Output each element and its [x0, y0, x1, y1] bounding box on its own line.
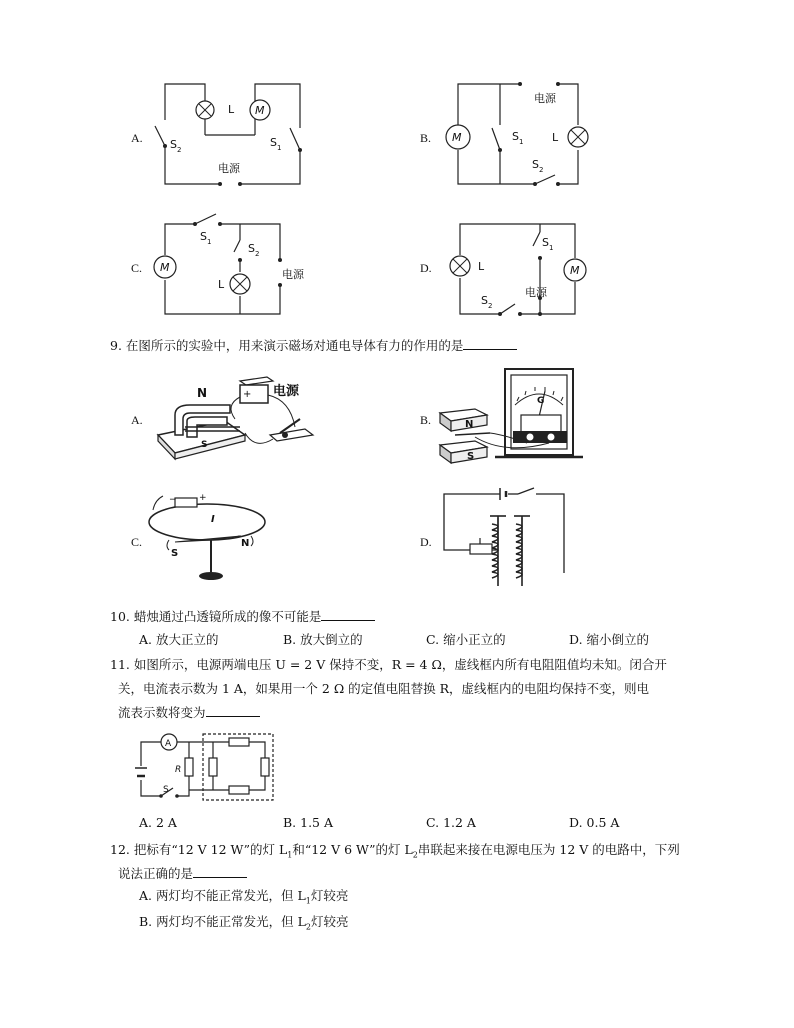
q9-d-battery-icon [500, 488, 506, 500]
q9-c-i-label: I [211, 514, 215, 525]
q12-option-a-sub: 1 [305, 896, 311, 906]
q11-box-resistor-top [229, 738, 249, 746]
q8-d-switch2-label: S [481, 294, 488, 307]
q12-option-b-sub: 2 [305, 922, 312, 932]
q8-d-lamp-label: L [478, 260, 485, 273]
q8-option-b-circuit [440, 80, 600, 190]
q11-line3: 流表示数将变为 [118, 705, 206, 720]
q9-answer-blank[interactable] [463, 337, 517, 350]
q8-c-switch-sub: 1 [207, 238, 212, 246]
q9-a-switch-icon [270, 419, 313, 441]
q9-option-b-letter[interactable]: B. [420, 413, 432, 427]
q12-line1-sub2: 2 [412, 850, 418, 860]
q12-line1-c: 串联起来接在电源电压为 12 V 的电路中，下列 [417, 842, 680, 857]
q10-stem-text: 10. 蜡烛通过凸透镜所成的像不可能是 [110, 609, 322, 624]
q9-option-d-figure [440, 488, 570, 588]
q8-c-power-label: 电源 [282, 268, 304, 281]
q9-c-battery-icon [175, 498, 197, 507]
q12-option-b-tail: 灯较亮 [311, 914, 349, 929]
q9-option-a-letter[interactable]: A. [131, 413, 143, 427]
q8-a-lamp-icon [196, 101, 214, 119]
q8-c-motor-label: M [160, 261, 170, 274]
q10-answer-blank[interactable] [321, 608, 375, 621]
q9-a-s-label: S [201, 440, 208, 450]
q8-d-lamp-icon [450, 256, 470, 276]
q9-d-electromagnet-icon [490, 516, 530, 586]
q10-option-d[interactable]: D. 缩小倒立的 [569, 632, 650, 647]
q11-box-resistor-right [261, 758, 269, 776]
q9-a-plus-minus: + [243, 389, 252, 400]
q12-line2: 说法正确的是 [118, 866, 194, 881]
q8-d-power-label: 电源 [525, 286, 547, 299]
q8-a-switch-sub: 2 [177, 146, 182, 154]
q12-option-b-text: B. 两灯均不能正常发光，但 L [139, 914, 306, 929]
q8-option-a-letter[interactable]: A. [131, 131, 143, 145]
q12-answer-blank[interactable] [193, 865, 247, 878]
q12-option-a[interactable] [139, 886, 348, 912]
q11-line1: 11. 如图所示，电源两端电压 U = 2 V 保持不变，R = 4 Ω，虚线框内所有电阻阻值均未知。闭合开 [110, 657, 667, 672]
q8-option-c-letter[interactable]: C. [131, 261, 143, 275]
q11-option-d[interactable]: D. 0.5 A [569, 815, 620, 830]
q8-b-switch-sub: 1 [519, 138, 524, 146]
q8-a-switch2-label: S [270, 136, 277, 149]
q9-stem-text: 9. 在图所示的实验中，用来演示磁场对通电导体有力的作用的是 [110, 338, 464, 353]
q8-d-switch-label: S [542, 236, 549, 249]
q11-box-resistor-left [209, 758, 217, 776]
q9-b-magnet-icon [440, 409, 487, 463]
q8-c-lamp-icon [230, 274, 250, 294]
q9-option-c-figure [145, 490, 270, 590]
q8-d-switch2-sub: 2 [488, 302, 493, 310]
q9-option-d-letter[interactable]: D. [420, 535, 432, 549]
q8-option-d-letter[interactable]: D. [420, 261, 432, 275]
q11-option-a[interactable]: A. 2 A [139, 815, 177, 830]
q9-option-b-figure [435, 365, 585, 465]
q8-d-switch-sub: 1 [549, 244, 554, 252]
q8-c-switch2-label: S [248, 242, 255, 255]
q11-option-c[interactable]: C. 1.2 A [426, 815, 476, 830]
q11-circuit [135, 732, 280, 804]
q11-line2: 关，电流表示数为 1 A，如果用一个 2 Ω 的定值电阻替换 R，虚线框内的电阻均保持不变，则电 [118, 681, 650, 696]
q9-c-plus: + [199, 493, 207, 503]
q9-c-n-label: N [241, 538, 250, 549]
q8-d-motor-label: M [570, 264, 580, 277]
q9-option-c-letter[interactable]: C. [131, 535, 143, 549]
q9-b-n-label: N [465, 419, 474, 430]
q11-battery-icon [135, 768, 147, 776]
q8-option-b-letter[interactable]: B. [420, 131, 432, 145]
q12-option-b[interactable] [139, 912, 349, 938]
q9-b-galvanometer-icon [495, 369, 583, 457]
q11-answer-blank[interactable] [206, 704, 260, 717]
q9-a-n-label: N [197, 386, 208, 400]
q11-ammeter-label: A [165, 739, 172, 749]
q8-b-lamp-icon [568, 127, 588, 147]
q8-c-switch2-sub: 2 [255, 250, 260, 258]
q8-b-switch2-label: S [532, 158, 539, 171]
q9-b-g-label: G [537, 396, 545, 406]
q8-b-switch2-sub: 2 [539, 166, 544, 174]
q8-b-power-label: 电源 [534, 92, 556, 105]
q9-c-s-label: S [171, 548, 179, 559]
q8-b-lamp-label: L [552, 131, 559, 144]
q8-c-switch-label: S [200, 230, 207, 243]
q8-b-motor-label: M [452, 131, 462, 144]
q10-option-c[interactable]: C. 缩小正立的 [426, 632, 506, 647]
q8-option-c-circuit [150, 210, 310, 320]
q9-option-a-figure [155, 375, 320, 465]
q8-option-d-circuit [445, 210, 605, 320]
q12-line1-a: 12. 把标有“12 V 12 W”的灯 L [110, 842, 288, 857]
q12-line1-sub1: 1 [287, 850, 293, 860]
q9-d-rheostat-icon [470, 538, 492, 554]
q9-stem [110, 334, 517, 358]
q8-c-lamp-label: L [218, 278, 225, 291]
q10-option-b[interactable]: B. 放大倒立的 [283, 632, 363, 647]
q11-r-label: R [175, 765, 182, 775]
q9-c-compass-needle-icon [175, 536, 241, 580]
q11-resistor-r [185, 758, 193, 776]
q12-line2-wrap [118, 862, 247, 886]
q11-switch-label: S [163, 785, 169, 795]
q8-a-switch2-sub: 1 [277, 144, 282, 152]
q11-option-b[interactable]: B. 1.5 A [283, 815, 334, 830]
q10-option-a[interactable]: A. 放大正立的 [139, 632, 219, 647]
q8-a-power-label: 电源 [218, 162, 240, 175]
q11-box-resistor-bottom [229, 786, 249, 794]
q11-line3-wrap [118, 701, 260, 725]
q12-line1-b: 和“12 V 6 W”的灯 L [292, 842, 413, 857]
q8-a-switch-label: S [170, 138, 177, 151]
q10-stem [110, 605, 375, 629]
q8-a-lamp-label: L [228, 103, 235, 116]
q8-a-motor-label: M [255, 104, 265, 117]
q9-b-s-label: S [467, 451, 475, 462]
q9-a-power-label: 电源 [273, 384, 300, 399]
q9-c-minus: − [169, 495, 177, 505]
q8-option-a-circuit [150, 80, 310, 190]
q12-option-a-text: A. 两灯均不能正常发光，但 L [139, 888, 306, 903]
q8-b-switch-label: S [512, 130, 519, 143]
q12-option-a-tail: 灯较亮 [310, 888, 349, 903]
